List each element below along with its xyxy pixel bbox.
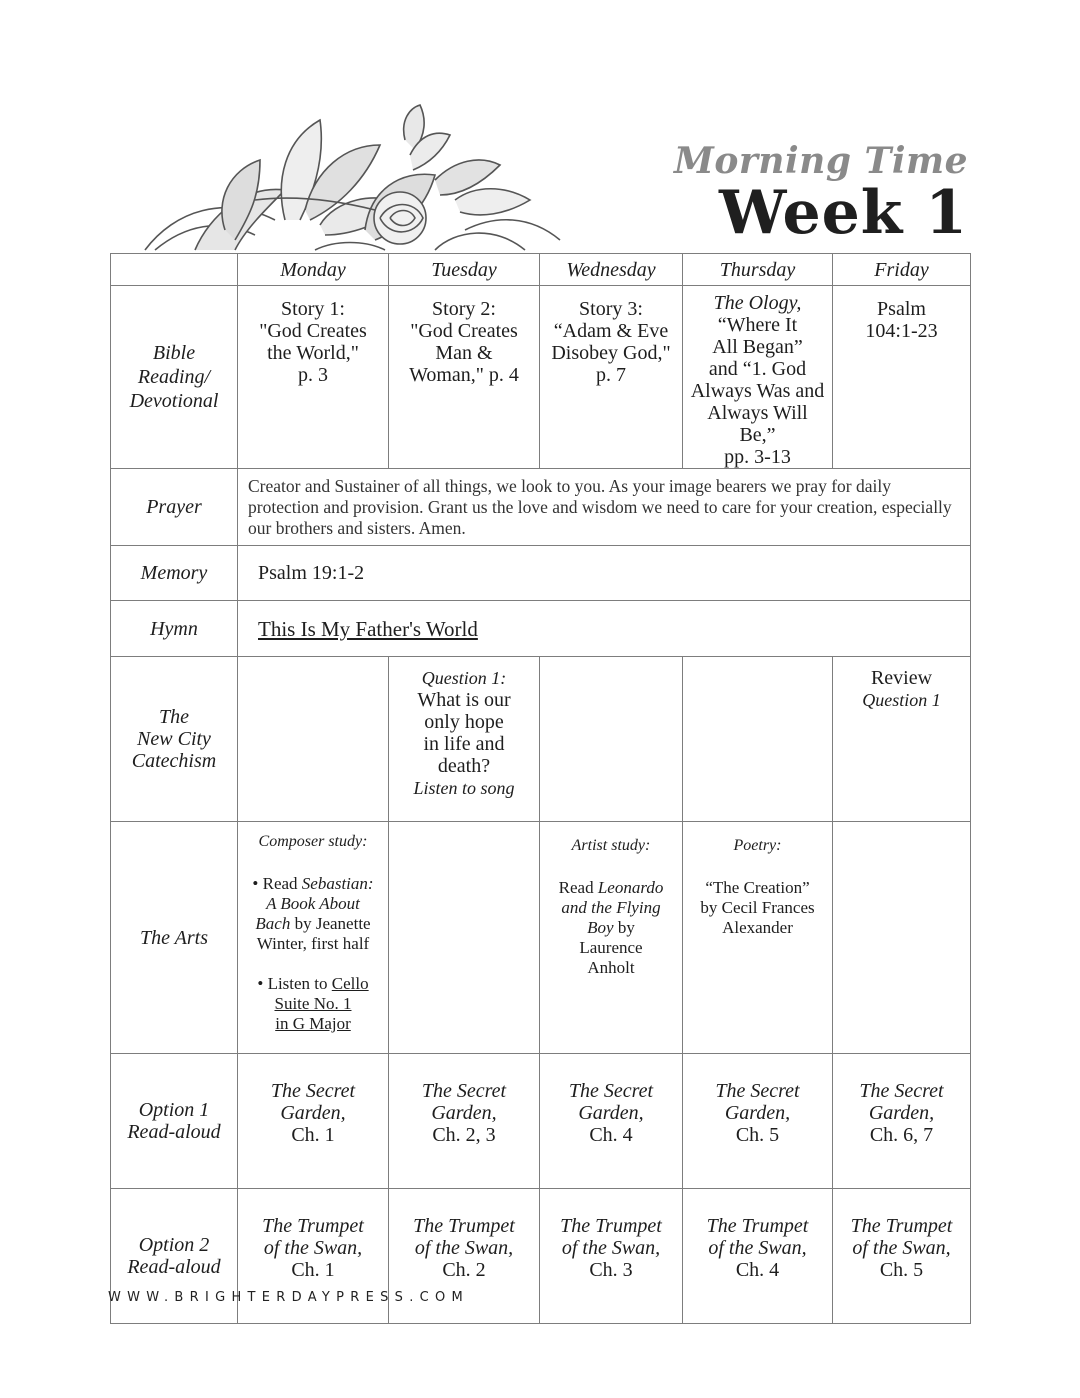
arts-monday: Composer study: • Read Sebastian: A Book About Bach by Jeanette Winter, first half • Listen to Cello Suite No. 1 in G Major xyxy=(238,822,389,1054)
bible-friday: Psalm 104:1-23 xyxy=(833,286,971,469)
catechism-thursday xyxy=(683,657,833,822)
table-row xyxy=(111,254,971,286)
weekly-plan-table xyxy=(110,253,971,1324)
floral-illustration-icon xyxy=(135,100,565,256)
row-label-option1: Option 1 Read-aloud xyxy=(111,1054,238,1189)
table-row xyxy=(111,469,971,546)
day-header-monday: Monday xyxy=(238,254,389,286)
table-row xyxy=(111,657,971,822)
day-header-friday: Friday xyxy=(833,254,971,286)
option1-tuesday: The Secret Garden, Ch. 2, 3 xyxy=(389,1054,540,1189)
catechism-monday xyxy=(238,657,389,822)
row-label-option2: Option 2 Read-aloud xyxy=(111,1189,238,1324)
bible-wednesday: Story 3: “Adam & Eve Disobey God," p. 7 xyxy=(540,286,683,469)
day-header-tuesday: Tuesday xyxy=(389,254,540,286)
option1-friday: The Secret Garden, Ch. 6, 7 xyxy=(833,1054,971,1189)
arts-tuesday xyxy=(389,822,540,1054)
row-label-catechism: The New City Catechism xyxy=(111,657,238,822)
page-subtitle: Morning Time xyxy=(673,140,968,182)
day-header-thursday: Thursday xyxy=(683,254,833,286)
table-row xyxy=(111,822,971,1054)
catechism-tuesday: Question 1: What is our only hope in life and death? Listen to song xyxy=(389,657,540,822)
row-label-arts: The Arts xyxy=(111,822,238,1054)
option1-thursday: The Secret Garden, Ch. 5 xyxy=(683,1054,833,1189)
catechism-wednesday xyxy=(540,657,683,822)
row-label-hymn: Hymn xyxy=(111,601,238,657)
hymn-cell xyxy=(238,601,971,657)
cello-suite-link[interactable]: Cello xyxy=(331,974,369,993)
option2-friday: The Trumpet of the Swan, Ch. 5 xyxy=(833,1189,971,1324)
hymn-link[interactable]: This Is My Father's World xyxy=(258,616,478,641)
table-row xyxy=(111,1054,971,1189)
page-title: Week 1 xyxy=(718,178,968,248)
row-label-memory: Memory xyxy=(111,546,238,601)
cello-suite-link-line3[interactable]: in G Major xyxy=(275,1014,351,1033)
bible-thursday: The Ology, “Where It All Began” and “1. God Always Was and Always Will Be,” pp. 3-13 xyxy=(683,286,833,469)
option1-wednesday: The Secret Garden, Ch. 4 xyxy=(540,1054,683,1189)
option2-monday: The Trumpet of the Swan, Ch. 1 xyxy=(238,1189,389,1324)
bible-monday: Story 1: "God Creates the World," p. 3 xyxy=(238,286,389,469)
corner-cell xyxy=(111,254,238,286)
bible-tuesday: Story 2: "God Creates Man & Woman," p. 4 xyxy=(389,286,540,469)
option1-monday: The Secret Garden, Ch. 1 xyxy=(238,1054,389,1189)
catechism-friday: Review Question 1 xyxy=(833,657,971,822)
day-header-wednesday: Wednesday xyxy=(540,254,683,286)
row-label-prayer: Prayer xyxy=(111,469,238,546)
table-row xyxy=(111,546,971,601)
cello-suite-link-line2[interactable]: Suite No. 1 xyxy=(274,994,352,1013)
arts-thursday: Poetry: “The Creation” by Cecil Frances Alexander xyxy=(683,822,833,1054)
arts-wednesday: Artist study: Read Leonardo and the Flying Boy by Laurence Anholt xyxy=(540,822,683,1054)
table-row xyxy=(111,286,971,469)
prayer-text: Creator and Sustainer of all things, we look to you. As your image bearers we pray for daily protection and provision. Grant us the love and wisdom we need to care for your creation, especially our brothers and sisters. Amen. xyxy=(238,469,971,546)
table-row xyxy=(111,601,971,657)
option2-wednesday: The Trumpet of the Swan, Ch. 3 xyxy=(540,1189,683,1324)
option2-thursday: The Trumpet of the Swan, Ch. 4 xyxy=(683,1189,833,1324)
footer-url[interactable]: WWW.BRIGHTERDAYPRESS.COM xyxy=(108,1290,470,1305)
row-label-bible: Bible Reading/ Devotional xyxy=(111,286,238,469)
arts-friday xyxy=(833,822,971,1054)
memory-text: Psalm 19:1-2 xyxy=(238,546,971,601)
option2-tuesday: The Trumpet of the Swan, Ch. 2 xyxy=(389,1189,540,1324)
